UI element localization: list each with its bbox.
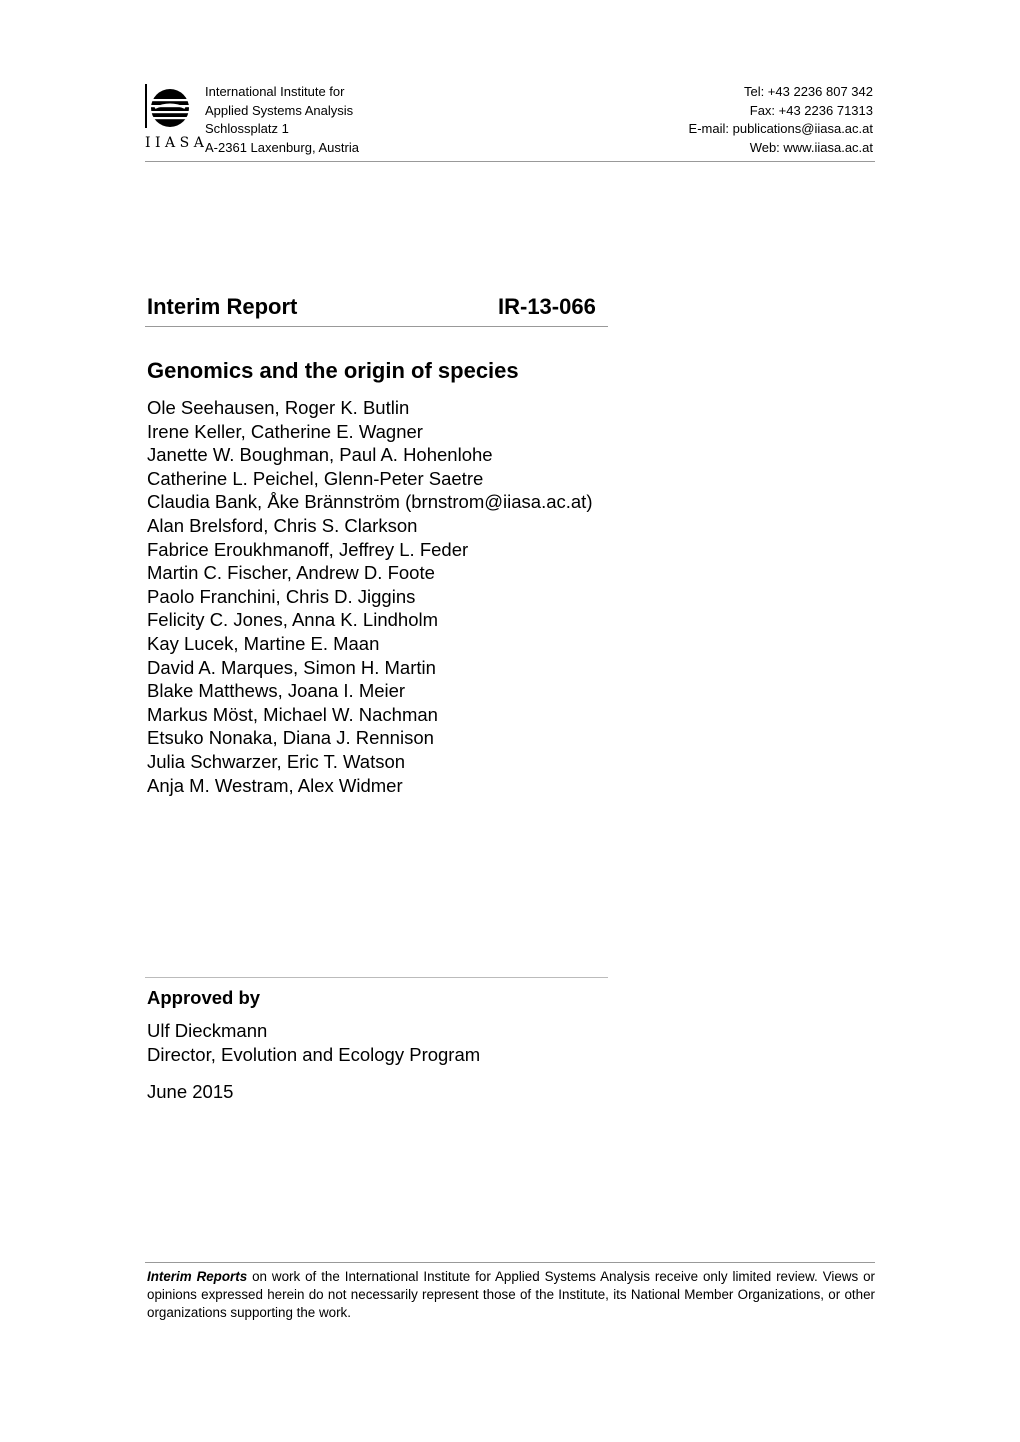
author-line: Paolo Franchini, Chris D. Jiggins [147,585,416,607]
disclaimer-lead: Interim Reports [147,1269,248,1284]
iiasa-logo [145,84,209,156]
report-type: Interim Report [147,294,298,319]
author-list [147,396,592,797]
author-line: Claudia Bank, Åke Brännström (brnstrom@iiasa.ac.at) [147,491,593,513]
approved-by-heading: Approved by [147,987,261,1008]
logo-wordmark: IIASA [145,135,209,151]
contact-web[interactable]: Web: www.iiasa.ac.at [749,139,873,155]
author-line: Irene Keller, Catherine E. Wagner [147,420,423,442]
approver-role: Director, Evolution and Ecology Program [147,1044,481,1065]
report-number: IR-13-066 [498,294,596,319]
author-line: Felicity C. Jones, Anna K. Lindholm [147,609,439,631]
address-line: International Institute for [205,84,345,99]
approver-name: Ulf Dieckmann [147,1020,268,1041]
author-line: Martin C. Fischer, Andrew D. Foote [147,562,435,584]
report-date: June 2015 [147,1081,234,1102]
author-line: Ole Seehausen, Roger K. Butlin [147,397,410,418]
author-line: Kay Lucek, Martine E. Maan [147,632,380,654]
disclaimer-text: on work of the International Institute for Applied Systems Analysis receive only limited review. Views or opinions expressed herein do not necessarily represent those of the Institute, its National Member Organizations, or other organizations supporting the work. [147,1269,875,1320]
contact-fax: Fax: +43 2236 71313 [749,102,873,118]
address-line: Applied Systems Analysis [205,102,354,118]
address-line: A-2361 Laxenburg, Austria [205,139,359,155]
author-line: Janette W. Boughman, Paul A. Hohenlohe [147,444,493,466]
institute-address [205,83,359,157]
author-line: Blake Matthews, Joana I. Meier [147,680,406,702]
author-line: David A. Marques, Simon H. Martin [147,656,436,678]
approval-divider [145,977,608,978]
report-divider [145,326,608,327]
disclaimer-note [147,1268,875,1322]
author-line: Catherine L. Peichel, Glenn-Peter Saetre [147,467,484,489]
author-line: Anja M. Westram, Alex Widmer [147,774,403,796]
paper-title: Genomics and the origin of species [147,358,519,383]
contact-phone: Tel: +43 2236 807 342 [743,84,873,99]
address-line: Schlossplatz 1 [205,121,289,136]
header-divider [145,161,875,162]
author-line: Markus Möst, Michael W. Nachman [147,703,438,725]
author-line: Alan Brelsford, Chris S. Clarkson [147,514,418,536]
author-line: Fabrice Eroukhmanoff, Jeffrey L. Feder [147,538,469,560]
author-line: Etsuko Nonaka, Diana J. Rennison [147,727,434,749]
footer-divider [145,1262,875,1263]
institute-contact [689,83,873,157]
contact-email[interactable]: E-mail: publications@iiasa.ac.at [688,121,873,136]
author-line: Julia Schwarzer, Eric T. Watson [147,750,406,772]
